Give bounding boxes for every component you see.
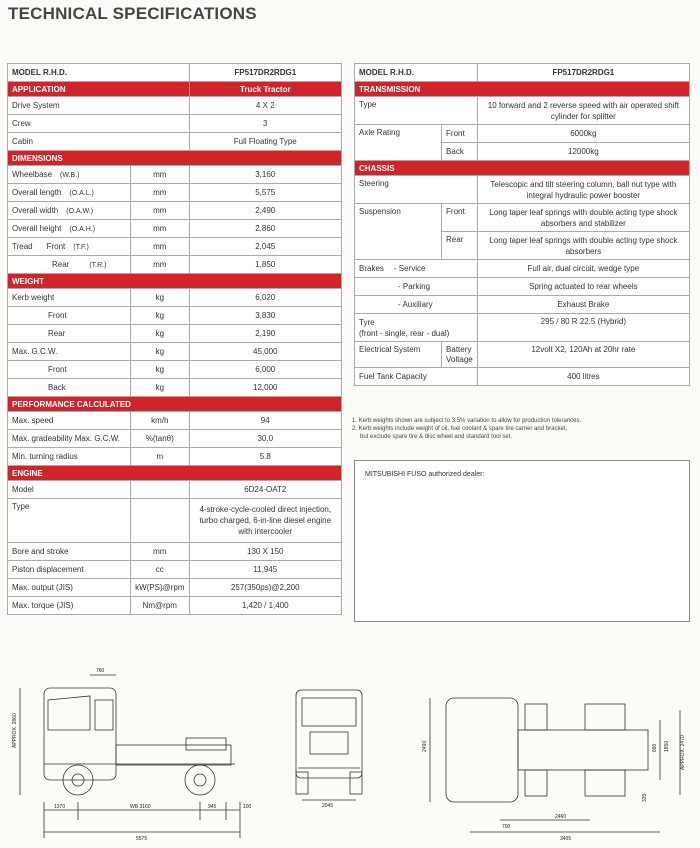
spec-row: Min. turning radius m 5.8 [8,448,342,466]
side-view-drawing [20,675,240,838]
spec-row: Back kg 12,000 [8,379,342,397]
dim-700: 700 [502,824,511,830]
model-row [8,64,342,82]
spec-row: - Auxiliary Exhaust Brake [355,296,690,314]
spec-row: Type 10 forward and 2 reverse speed with air operated shift cylinder for splitter [355,97,690,125]
spec-row: Max. torque (JIS) Nm@rpm 1,420 / 1,400 [8,597,342,615]
spec-row: Model 6D24-OAT2 [8,481,342,499]
spec-row: Rear (T.R.) mm 1,850 [8,256,342,274]
model-value: FP517DR2RDG1 [189,64,341,82]
section-chassis: CHASSIS [355,161,690,176]
dim-rear-overhang: 945 [208,804,217,810]
spec-row: Overall height (O.A.H.) mm 2,860 [8,220,342,238]
dim-2460: 2460 [555,814,567,820]
spec-row: Overall width (O.A.W.) mm 2,490 [8,202,342,220]
spec-row: Steering Telescopic and tilt steering column, ball nut type with integral hydraulic power booster [355,176,690,204]
spec-row: Piston displacement cc 11,945 [8,561,342,579]
spec-row: - Parking Spring actuated to rear wheels [355,278,690,296]
dim-760: 760 [96,668,105,674]
dim-width: 2490 [422,740,428,752]
spec-row: Axle Rating Front 6000kg [355,125,690,143]
spec-row: Max. output (JIS) kW(PS)@rpm 257(350ps)@2,200 [8,579,342,597]
dim-front-tread: 2045 [322,803,334,809]
dim-890: 890 [652,743,658,752]
spec-row: Fuel Tank Capacity 400 litres [355,368,690,386]
section-transmission: TRANSMISSION [355,82,690,97]
dim-front-overhang: 1370 [54,804,66,810]
model-row: MODEL R.H.D. FP517DR2RDG1 [355,64,690,82]
top-view-drawing [430,698,680,832]
spec-row: Front kg 3,830 [8,307,342,325]
page-title: TECHNICAL SPECIFICATIONS [8,4,257,23]
dim-2470: APPROX. 2470 [680,735,686,770]
spec-row: Tyre (front - single, rear - dual) 295 / 80 R 22.5 (Hybrid) [355,314,690,342]
spec-row: Crew 3 [8,115,342,133]
footnotes: 1. Kerb weights shown are subject to 3.5% variation to allow for production tolerances. 2. Kerb weights include weight of oil, fuel coolant & spare tire carrier and bracket, but exclude spare tire & disc wheel and standard tool set. [352,418,582,440]
spec-row: Suspension Front Long taper leaf springs with double acting type shock absorbers and stabilizer [355,204,690,232]
dim-1850: 1850 [664,740,670,752]
spec-row: Bore and stroke mm 130 X 150 [8,543,342,561]
model-label: MODEL R.H.D. [8,64,190,82]
section-weight: WEIGHT [8,274,342,289]
spec-table-right [354,63,690,386]
dim-100: 100 [243,804,252,810]
spec-row: Drive System 4 X 2 [8,97,342,115]
section-engine: ENGINE [8,466,342,481]
spec-row: Type 4-stroke-cycle-cooled direct injection, turbo charged, 6-in-line diesel engine with intercooler [8,499,342,543]
spec-row: Rear kg 2,190 [8,325,342,343]
dim-total-length: 5575 [136,836,148,842]
dim-wheelbase: WB 3160 [130,804,151,810]
dim-3405: 3405 [560,836,572,842]
section-performance: PERFORMANCE CALCULATED [8,397,342,412]
dim-335: 335 [642,793,648,802]
spec-row: Back 12000kg [355,143,690,161]
dealer-box [354,460,690,622]
spec-row: Max. speed km/h 94 [8,412,342,430]
truck-drawings [0,660,700,848]
spec-table-left [7,63,342,615]
spec-row: Wheelbase (W.B.) mm 3,160 [8,166,342,184]
dealer-label: MITSUBISHI FUSO authorized dealer: [365,471,485,478]
section-application: APPLICATION Truck Tractor [8,82,342,97]
spec-row: Brakes - Service Full air, dual circuit, wedge type [355,260,690,278]
spec-row: Electrical System Battery Voltage 12volt X2, 120Ah at 20hr rate [355,342,690,368]
front-view-drawing [296,690,362,800]
dim-height: APPROX. 2860 [12,713,18,748]
spec-row: Cabin Full Floating Type [8,133,342,151]
section-dimensions: DIMENSIONS [8,151,342,166]
spec-row: Max. gradeability Max. G.C.W. %(tanθ) 30.0 [8,430,342,448]
spec-row: Kerb weight kg 6,020 [8,289,342,307]
spec-row: Max. G.C.W. kg 45,000 [8,343,342,361]
spec-row: Tread Front (T.F.) mm 2,045 [8,238,342,256]
spec-row: Rear Long taper leaf springs with double acting type shock absorbers [355,232,690,260]
spec-row: Overall length (O.A.L.) mm 5,575 [8,184,342,202]
spec-row: Front kg 6,000 [8,361,342,379]
